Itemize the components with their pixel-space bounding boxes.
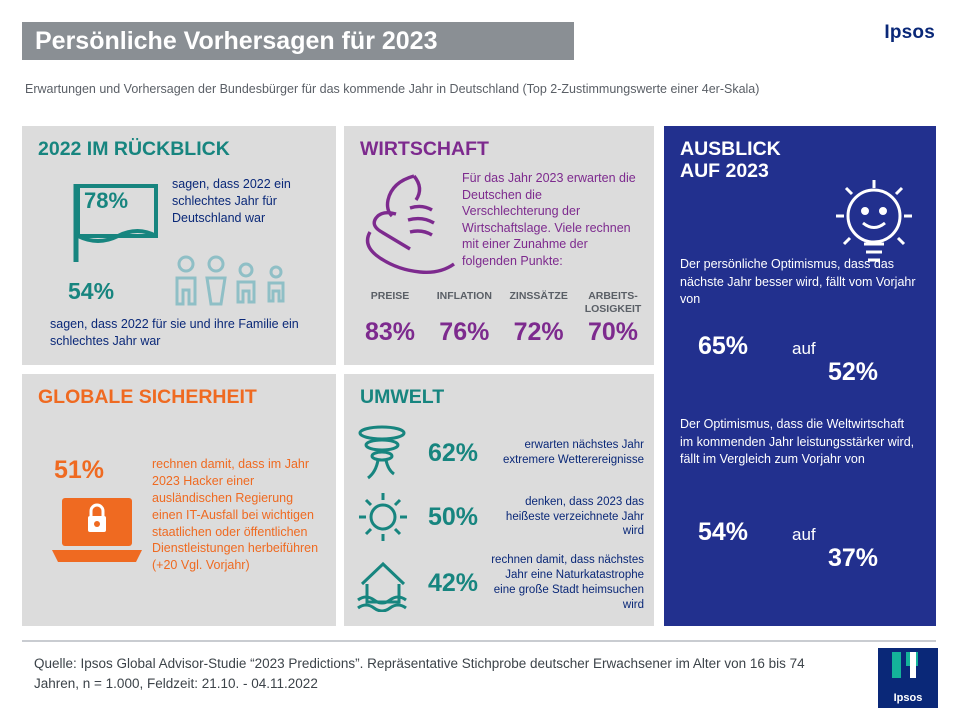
stat-pair-outlook-global-economy [680, 518, 926, 578]
stat-retro-family: 54% [68, 278, 115, 304]
economy-value-interest: 72% [513, 318, 564, 346]
hand-coin-icon [356, 170, 466, 285]
ipsos-logo [878, 648, 938, 708]
sun-icon [352, 488, 416, 546]
note-economy: Für das Jahr 2023 erwarten die Deutschen die Verschlechterung der Wirtschaftslage. Viele rechnen mit einer Zunahme der folgenden Punkte: [462, 171, 636, 268]
footer-divider [22, 640, 936, 642]
economy-value-unemployment: 70% [587, 318, 638, 346]
environment-row [352, 552, 648, 614]
card-retrospective [22, 126, 336, 365]
ipsos-logo-word: Ipsos [893, 692, 923, 704]
connector-outlook-economy: auf [792, 525, 816, 544]
card-title-global-security: GLOBALE SICHERHEIT [38, 386, 257, 408]
note-security-hack: rechnen damit, dass im Jahr 2023 Hacker einer ausländischen Regierung einen IT-Ausfall bei wichtigen staatlichen oder öffentlichen Dienstleistungen herbeiführen (+20 Vgl. Vorjahr) [152, 457, 319, 573]
stat-retro-germany: 78% [84, 188, 129, 213]
page-title: Persönliche Vorhersagen für 2023 [35, 27, 438, 55]
card-title-outlook-line1: AUSBLICK [680, 138, 781, 160]
stat-environment-weather: 62% [427, 438, 479, 467]
source-note: Quelle: Ipsos Global Advisor-Studie “2023 Predictions”. Repräsentative Stichprobe deutscher Erwachsener im Alter von 16 bis 74 Jahren, n = 1.000, Feldzeit: 21.10. - 04.11.2022 [34, 656, 805, 691]
card-title-retrospective: 2022 IM RÜCKBLICK [38, 138, 230, 160]
ipsos-wordmark: Ipsos [884, 22, 935, 43]
card-global-security [22, 374, 336, 626]
stat-outlook-economy-to: 37% [828, 544, 879, 572]
card-title-economy: WIRTSCHAFT [360, 138, 489, 160]
economy-label-interest: ZINSSÄTZE [509, 290, 568, 302]
page-subtitle: Erwartungen und Vorhersagen der Bundesbürger für das kommende Jahr in Deutschland (Top 2-Zustimmungswerte einer 4er-Skala) [25, 82, 760, 96]
page-footer [0, 640, 960, 720]
stat-environment-hottest: 50% [427, 502, 479, 531]
note-retro-family: sagen, dass 2022 für sie und ihre Familie ein schlechtes Jahr war [50, 317, 299, 348]
card-environment [344, 374, 654, 626]
note-retro-germany: sagen, dass 2022 ein schlechtes Jahr für Deutschland war [172, 177, 291, 225]
ipsos-logo-mark [878, 648, 938, 684]
economy-category-labels [354, 290, 649, 315]
economy-label-inflation: INFLATION [436, 290, 492, 302]
environment-row [352, 486, 648, 548]
connector-outlook-personal: auf [792, 339, 816, 358]
card-economy [344, 126, 654, 365]
economy-value-prices: 83% [364, 318, 416, 346]
note-environment-weather: erwarten nächstes Jahr extremere Wetterereignisse [502, 439, 644, 466]
economy-label-unemployment: ARBEITS-LOSIGKEIT [584, 290, 642, 315]
stat-security-hack: 51% [54, 456, 105, 484]
page-header [0, 0, 960, 96]
note-environment-hottest: denken, dass 2023 das heißeste verzeichnete Jahr wird [505, 495, 644, 538]
economy-label-prices: PREISE [370, 290, 410, 302]
stat-outlook-economy-from: 54% [698, 518, 749, 546]
card-title-outlook-line2: AUF 2023 [680, 160, 769, 183]
stat-pair-outlook-personal [680, 332, 926, 392]
laptop-lock-icon [48, 492, 146, 574]
flood-house-icon [352, 554, 416, 612]
economy-values [354, 318, 649, 347]
card-outlook [664, 126, 936, 626]
stat-environment-disaster: 42% [427, 568, 479, 597]
economy-value-inflation: 76% [439, 318, 490, 346]
environment-row [352, 422, 648, 484]
card-title-environment: UMWELT [360, 386, 445, 408]
family-group-icon [172, 254, 302, 312]
stat-outlook-personal-from: 65% [698, 332, 749, 360]
tornado-icon [352, 424, 416, 482]
note-outlook-personal: Der persönliche Optimismus, dass das nächste Jahr besser wird, fällt vom Vorjahr von [680, 257, 916, 306]
page-title-bar [22, 22, 574, 60]
note-environment-disaster: rechnen damit, dass nächstes Jahr eine Naturkatastrophe eine große Stadt heimsuchen wird [491, 554, 644, 611]
note-outlook-global-economy: Der Optimismus, dass die Weltwirtschaft im kommenden Jahr leistungsstärker wird, fällt im Vergleich zum Vorjahr von [680, 417, 915, 466]
stat-outlook-personal-to: 52% [828, 358, 879, 386]
